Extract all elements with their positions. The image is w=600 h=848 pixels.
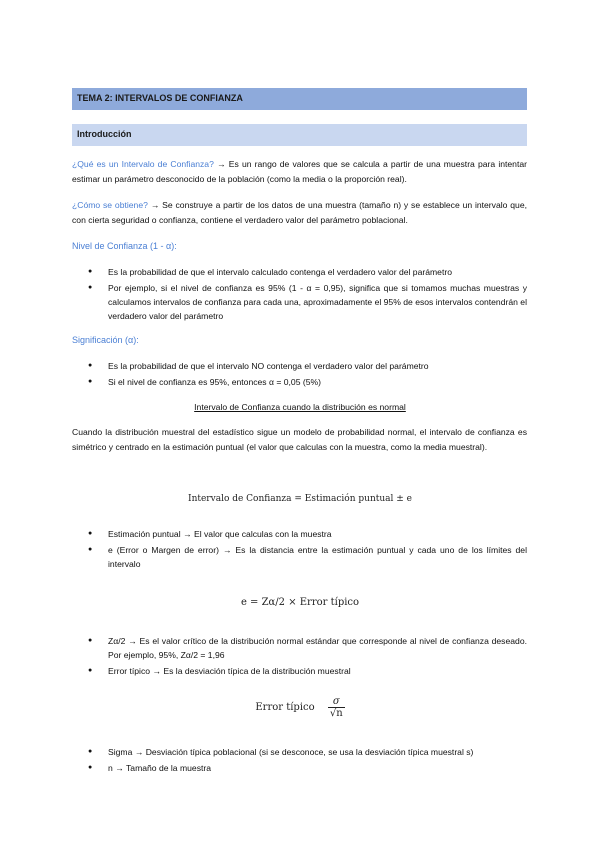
- answer-how: → Se construye a partir de los datos de una muestra (tamaño n) y se establece un intervalo que, con cierta seguridad o confianza, contiene el verdadero valor del parámetro poblacional.: [72, 200, 527, 225]
- list-item: ● Es la probabilidad de que el intervalo calculado contenga el verdadero valor del parámetro: [72, 265, 527, 279]
- question-how: ¿Cómo se obtiene?: [72, 200, 148, 210]
- confidence-level-list: [72, 265, 527, 325]
- subsection-band: [72, 124, 527, 146]
- formula-margin-error: e = Zα/2 × Error típico: [240, 597, 360, 608]
- list-item: ● Por ejemplo, si el nivel de confianza es 95% (1 - α = 0,95), significa que si tomamos muchas muestras y calculamos intervalos de confianza para cada una, aproximadamente el 95% de esos intervalos contendrán el verdadero valor del parámetro: [72, 281, 527, 323]
- confidence-level-heading: Nivel de Confianza (1 - α):: [72, 241, 177, 251]
- list-item: ● Estimación puntual → El valor que calculas con la muestra: [72, 527, 527, 541]
- definition-paragraph: [72, 157, 527, 187]
- list-item: ● Error típico → Es la desviación típica de la distribución muestral: [72, 664, 527, 678]
- construction-paragraph: [72, 198, 527, 228]
- list-item: ● Zα/2 → Es el valor crítico de la distribución normal estándar que corresponde al nivel de confianza deseado. Por ejemplo, 95%, Zα/2 = 1,96: [72, 634, 527, 662]
- list-item: ● Es la probabilidad de que el intervalo NO contenga el verdadero valor del parámetro: [72, 359, 527, 373]
- point-estimate-list: [72, 527, 527, 573]
- fraction-numerator: σ: [332, 696, 340, 707]
- list-item: ● n → Tamaño de la muestra: [72, 761, 527, 775]
- formula-standard-error-label: Error típico: [255, 702, 315, 713]
- significance-heading: Significación (α):: [72, 335, 139, 345]
- list-item: ● e (Error o Margen de error) → Es la distancia entre la estimación puntual y cada uno de los límites del intervalo: [72, 543, 527, 571]
- list-item: ● Si el nivel de confianza es 95%, entonces α = 0,05 (5%): [72, 375, 527, 389]
- formula-fraction: [328, 696, 345, 719]
- formula-interval: Intervalo de Confianza = Estimación puntual ± e: [188, 494, 412, 504]
- answer-what: → Es un rango de valores que se calcula a partir de una muestra para intentar estimar un parámetro desconocido de la población (como la media o la proporción real).: [72, 159, 527, 184]
- section-title-band: [72, 88, 527, 110]
- list-item: ● Sigma → Desviación típica poblacional (si se desconoce, se usa la desviación típica muestral s): [72, 745, 527, 759]
- fraction-denominator: √n: [329, 708, 343, 719]
- significance-list: [72, 359, 527, 391]
- section-title: TEMA 2: INTERVALOS DE CONFIANZA: [77, 93, 243, 103]
- normal-section-title: Intervalo de Confianza cuando la distribución es normal: [194, 402, 406, 412]
- subsection-title: Introducción: [77, 129, 132, 139]
- critical-value-list: [72, 634, 527, 680]
- normal-paragraph: Cuando la distribución muestral del estadístico sigue un modelo de probabilidad normal, el intervalo de confianza es simétrico y centrado en la estimación puntual (el valor que calculas con la muestra, como la media muestral).: [72, 427, 527, 452]
- formula-standard-error: [0, 696, 600, 719]
- sigma-n-list: [72, 745, 527, 777]
- question-what: ¿Qué es un Intervalo de Confianza?: [72, 159, 214, 169]
